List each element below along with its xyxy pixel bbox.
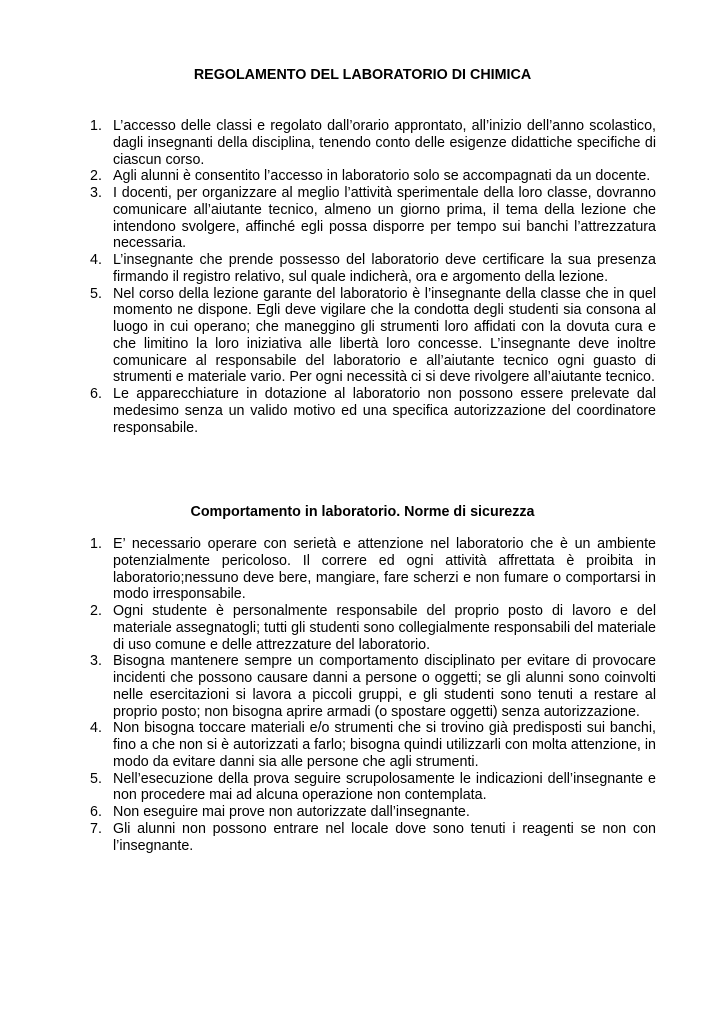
- item-number: 6.: [90, 804, 102, 820]
- list-item: [90, 285, 656, 387]
- lab-access-rules-list: [90, 118, 656, 436]
- item-number: 1.: [90, 536, 102, 552]
- item-number: 2.: [90, 603, 102, 619]
- item-text: Bisogna mantenere sempre un comportamento disciplinato per evitare di provocare incidenti che possono causare danni a persone o oggetti; se gli alunni sono coinvolti nelle esercitazioni si lavora a piccoli gruppi, e gli studenti sono tenuti a restare al proprio posto; non bisogna aprire armadi (o spostare oggetti) senza autorizzazione.: [113, 653, 656, 720]
- item-text: Le apparecchiature in dotazione al laboratorio non possono essere prelevate dal medesimo senza un valido motivo ed una specifica autorizzazione del coordinatore responsabile.: [113, 386, 656, 436]
- item-number: 6.: [90, 386, 102, 402]
- item-number: 7.: [90, 820, 102, 837]
- item-text: E’ necessario operare con serietà e attenzione nel laboratorio che è un ambiente potenzialmente pericoloso. Il correre ed ogni attività affrettata è proibita in laboratorio;nessuno deve bere, mangiare, fare scherzi e non fumare o comportarsi in modo irresponsabile.: [113, 536, 656, 603]
- item-number: 5.: [90, 285, 102, 302]
- item-text: L’insegnante che prende possesso del laboratorio deve certificare la sua presenza firmando il registro relativo, sul quale indicherà, ora e argomento della lezione.: [113, 252, 656, 285]
- list-item: [90, 720, 656, 770]
- item-text: Nel corso della lezione garante del laboratorio è l’insegnante della classe che in quel momento ne dispone. Egli deve vigilare che la condotta degli studenti sia consona al luogo in cui operano; che maneggino gli strumenti loro affidati con la dovuta cura e che limitino la loro iniziativa alle libertà loro concesse. L’insegnante deve inoltre comunicare al responsabile del laboratorio e all’aiutante tecnico ogni guasto di strumenti e materiale vario. Per ogni necessità ci si deve rivolgere all’aiutante tecnico.: [113, 285, 656, 386]
- item-text: Non bisogna toccare materiali e/o strumenti che si trovino già predisposti sui banchi, fino a che non si è autorizzati a farlo; bisogna quindi utilizzarli con molta attenzione, in modo da evitare danni sia alle persone che agli strumenti.: [113, 720, 656, 770]
- list-item: [90, 603, 656, 653]
- item-text: Non eseguire mai prove non autorizzate dall’insegnante.: [113, 804, 470, 820]
- item-number: 4.: [90, 720, 102, 737]
- list-item: [90, 653, 656, 720]
- safety-rules-list: [90, 536, 656, 854]
- item-text: I docenti, per organizzare al meglio l’attività sperimentale della loro classe, dovranno comunicare all’aiutante tecnico, almeno un giorno prima, il tema della lezione che intendono svolgere, affinché egli possa disporre per tempo sui banchi l’attrezzatura necessaria.: [113, 185, 656, 252]
- document-title: REGOLAMENTO DEL LABORATORIO DI CHIMICA: [193, 67, 532, 83]
- item-number: 2.: [90, 168, 102, 185]
- list-item: [90, 386, 656, 436]
- item-number: 5.: [90, 770, 102, 787]
- item-text: Agli alunni è consentito l’accesso in laboratorio solo se accompagnati da un docente.: [113, 168, 651, 185]
- item-text: Gli alunni non possono entrare nel locale dove sono tenuti i reagenti se non con l’insegnante.: [113, 820, 656, 854]
- item-number: 4.: [90, 252, 102, 268]
- item-number: 3.: [90, 185, 102, 201]
- list-item: [90, 804, 656, 821]
- section-title: Comportamento in laboratorio. Norme di sicurezza: [190, 504, 535, 520]
- item-number: 1.: [90, 118, 102, 134]
- item-text: Ogni studente è personalmente responsabile del proprio posto di lavoro e del materiale assegnatogli; tutti gli studenti sono collegialmente responsabili del materiale di uso comune e delle attrezzature del laboratorio.: [113, 603, 656, 653]
- item-text: L’accesso delle classi e regolato dall’orario approntato, all’inizio dell’anno scolastico, dagli insegnanti della disciplina, tenendo conto delle esigenze didattiche specifiche di ciascun corso.: [113, 118, 656, 168]
- list-item: [90, 536, 656, 603]
- item-text: Nell’esecuzione della prova seguire scrupolosamente le indicazioni dell’insegnante e non procedere mai ad alcuna operazione non contemplata.: [113, 770, 656, 804]
- list-item: [90, 185, 656, 252]
- list-item: [90, 118, 656, 168]
- list-item: [90, 252, 656, 286]
- list-item: [90, 820, 656, 855]
- item-number: 3.: [90, 653, 102, 670]
- list-item: [90, 168, 656, 185]
- list-item: [90, 770, 656, 805]
